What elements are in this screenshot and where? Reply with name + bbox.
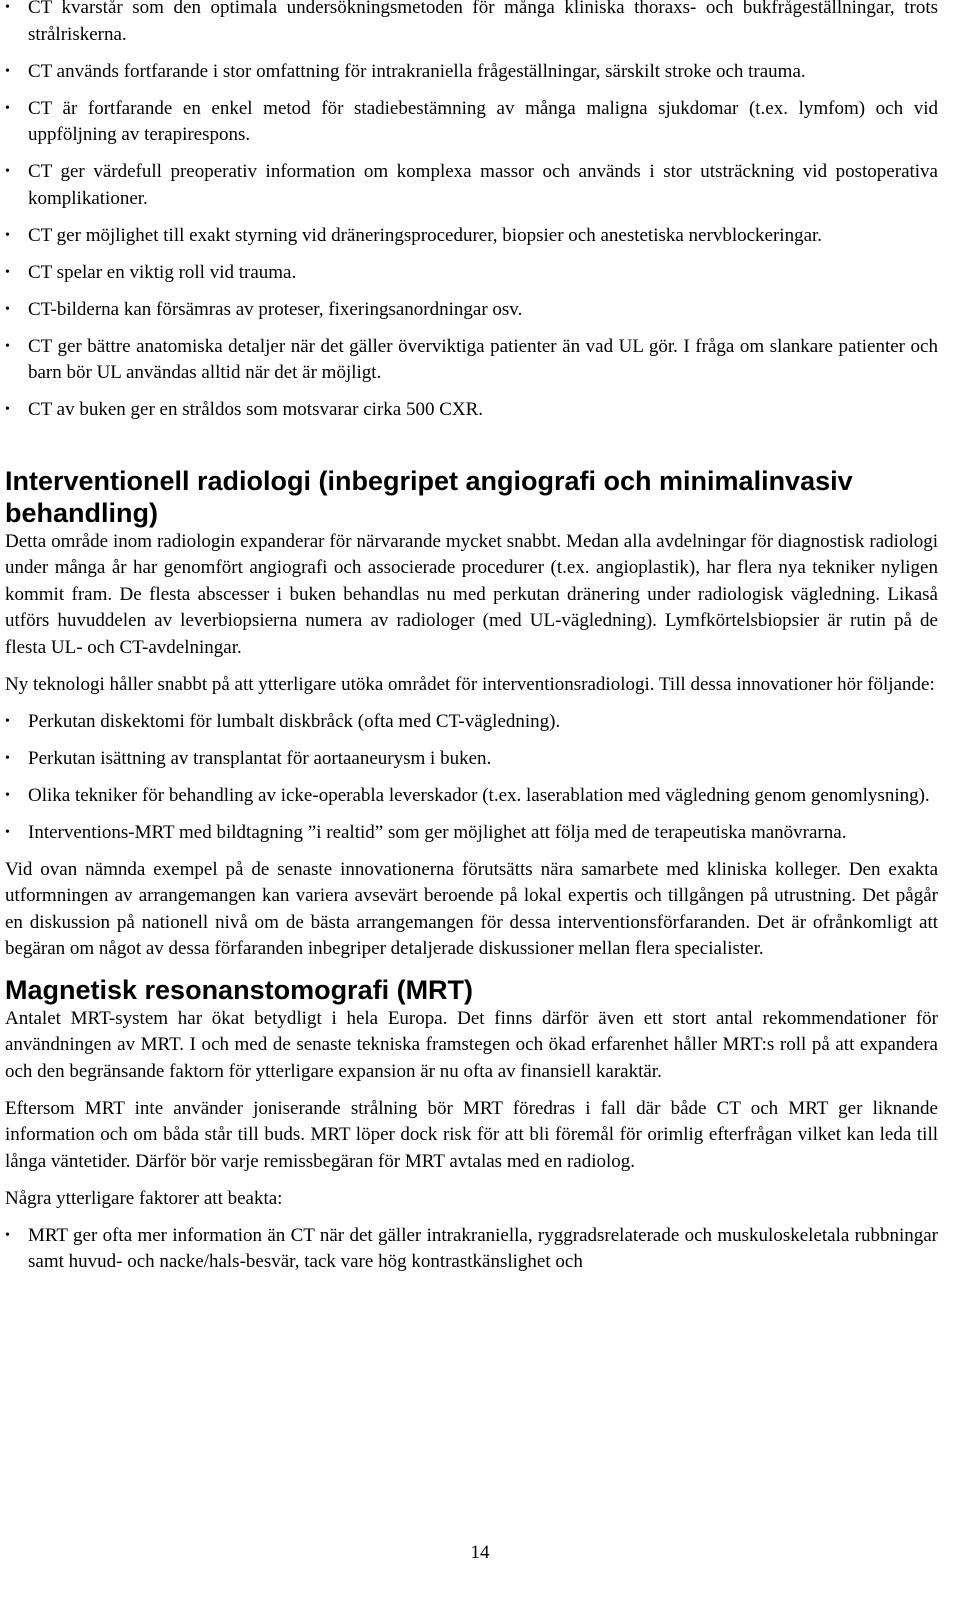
ct-list-item: • CT används fortfarande i stor omfattning för intrakraniella frågeställningar, särskilt stroke och trauma. [5,59,938,86]
ir-list-item: • Interventions-MRT med bildtagning ”i realtid” som ger möjlighet att följa med de terapeutiska manövrarna. [5,820,938,847]
ir-list-item: • Perkutan diskektomi för lumbalt diskbråck (ofta med CT-vägledning). [5,709,938,736]
ct-list-item: • CT-bilderna kan försämras av proteser, fixeringsanordningar osv. [5,297,938,324]
section-heading-mrt: Magnetisk resonanstomografi (MRT) [5,974,474,1005]
ir-paragraph: Detta område inom radiologin expanderar för närvarande mycket snabbt. Medan alla avdelningar för diagnostisk radiologi under många år har genomfört angiografi och associerade procedurer (t.ex. angioplastik), har flera nya tekniker nyligen kommit fram. De flesta abscesser i buken behandlas nu med perkutan dränering under radiologisk vägledning. Likaså utförs huvuddelen av leverbiopsierna numera av radiologer (med UL-vägledning). Lymfkörtelsbiopsier är rutin på de flesta UL- och CT-avdelningar. [5,530,938,658]
ir-paragraph: Vid ovan nämnda exempel på de senaste innovationerna förutsätts nära samarbete med kliniska kolleger. Den exakta utformningen av arrangemangen kan variera avsevärt beroende på lokal expertis och tillgången på utrustning. Det pågår en diskussion på nationell nivå om de bästa arrangemangen för dessa interventionsförfaranden. Det är ofrånkomligt att begäran om något av dessa förfaranden inbegriper detaljerade diskussioner mellan flera specialister. [5,858,938,959]
ct-bullet-list [5,0,938,424]
mrt-paragraph: Eftersom MRT inte använder joniserande strålning bör MRT föredras i fall där både CT och MRT ger liknande information och om båda står till buds. MRT löper dock risk för att bli föremål för orimlig efterfrågan vilket kan leda till långa väntetider. Därför bör varje remissbegäran för MRT avtalas med en radiolog. [5,1097,938,1172]
section-heading-interventional-radiology: Interventionell radiologi (inbegripet angiografi och minimalinvasiv behandling) [5,465,853,528]
ir-list-item: • Olika tekniker för behandling av icke-operabla leverskador (t.ex. laserablation med vägledning genom genomlysning). [5,783,938,810]
ct-list-item: • CT ger värdefull preoperativ information om komplexa massor och används i stor utsträckning vid postoperativa komplikationer. [5,159,938,212]
ir-list-item: • Perkutan isättning av transplantat för aortaaneurysm i buken. [5,746,938,773]
ct-list-item: • CT ger möjlighet till exakt styrning vid dräneringsprocedurer, biopsier och anestetiska nervblockeringar. [5,223,938,250]
ir-paragraph: Ny teknologi håller snabbt på att ytterligare utöka området för interventionsradiologi. Till dessa innovationer hör följande: [5,673,935,695]
page-number: 14 [470,1542,490,1563]
ir-bullet-list [5,709,938,847]
mrt-bullet-list [5,1223,938,1276]
ct-list-item: • CT är fortfarande en enkel metod för stadiebestämning av många maligna sjukdomar (t.ex. lymfom) och vid uppföljning av terapirespons. [5,96,938,149]
ct-list-item: • CT kvarstår som den optimala undersökningsmetoden för många kliniska thoraxs- och bukfrågeställningar, trots strålriskerna. [5,0,938,48]
ct-list-item: • CT av buken ger en stråldos som motsvarar cirka 500 CXR. [5,397,938,424]
mrt-list-item: • MRT ger ofta mer information än CT när det gäller intrakraniella, ryggradsrelaterade och muskuloskeletala rubbningar samt huvud- och nacke/hals-besvär, tack vare hög kontrastkänslighet och [5,1223,938,1276]
mrt-paragraph: Antalet MRT-system har ökat betydligt i hela Europa. Det finns därför även ett stort antal rekommendationer för användningen av MRT. I och med de senaste tekniska framstegen och ökad erfarenhet håller MRT:s roll på att expandera och den begränsande faktorn för ytterligare expansion är nu ofta av finansiell karaktär. [5,1007,938,1082]
document-page [5,0,938,1286]
ct-list-item: • CT spelar en viktig roll vid trauma. [5,260,938,287]
mrt-paragraph: Några ytterligare faktorer att beakta: [5,1187,283,1209]
ct-list-item: • CT ger bättre anatomiska detaljer när det gäller överviktiga patienter än vad UL gör. I fråga om slankare patienter och barn bör UL användas alltid när det är möjligt. [5,334,938,387]
